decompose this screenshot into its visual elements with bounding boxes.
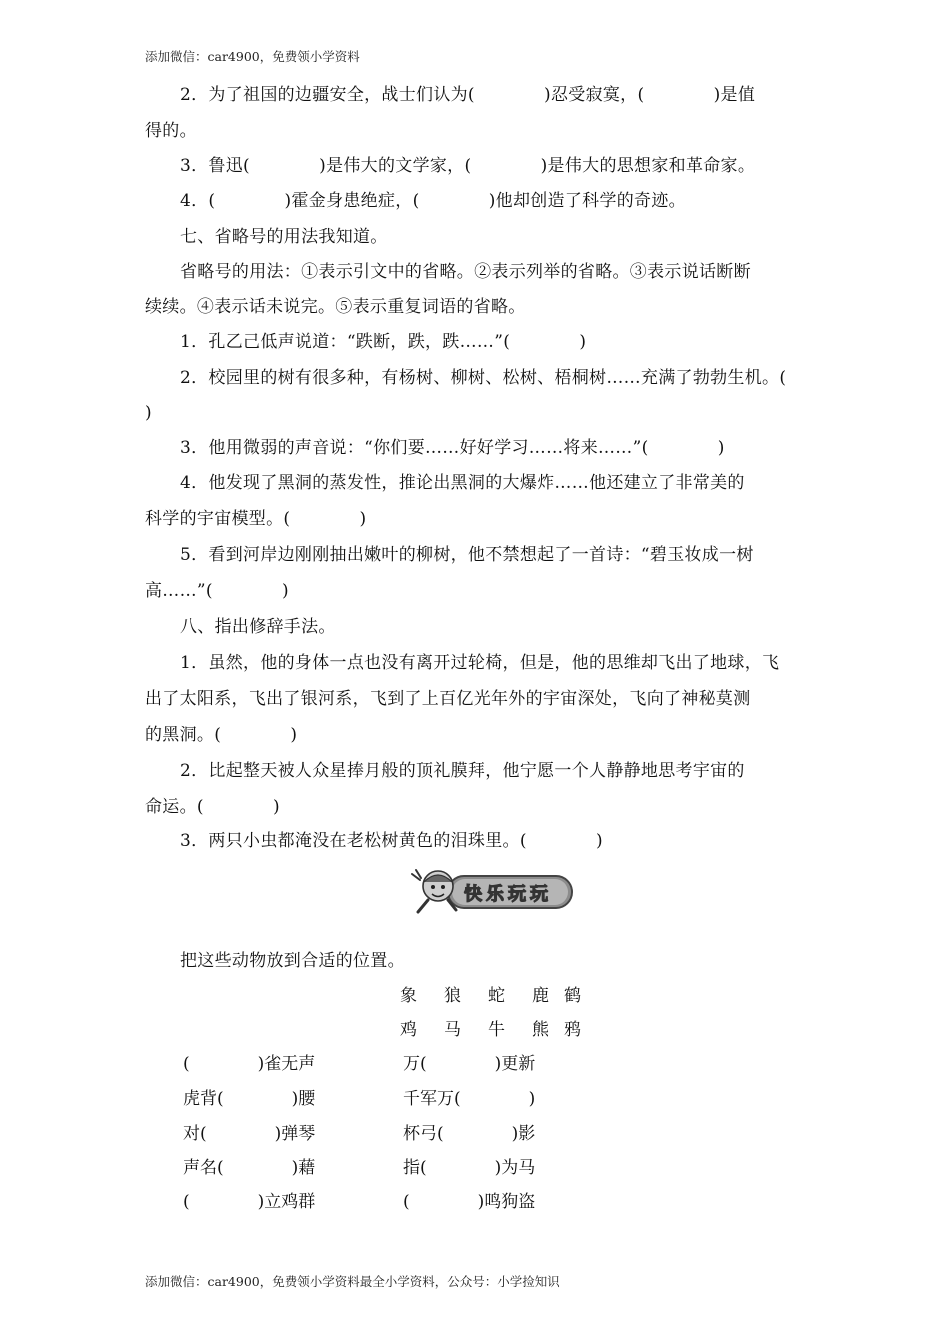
text-line: 1．孔乙己低声说道：“跌断，跌，跌……”( ) (180, 332, 587, 352)
text-line: 3．鲁迅( )是伟大的文学家，( )是伟大的思想家和革命家。 (180, 156, 756, 176)
idiom-blank: 虎背( )腰 (183, 1089, 316, 1109)
text-line: 省略号的用法：①表示引文中的省略。②表示列举的省略。③表示说话断断 (180, 262, 751, 282)
animal-word: 牛 (488, 1020, 505, 1040)
idiom-blank: ( )立鸡群 (183, 1192, 316, 1212)
text-line: 续续。④表示话未说完。⑤表示重复词语的省略。 (145, 297, 526, 317)
animal-word: 鸦 (564, 1020, 581, 1040)
page-footer: 添加微信：car4900，免费领小学资料最全小学资料，公众号：小学捡知识 (145, 1274, 560, 1289)
idiom-blank: ( )雀无声 (183, 1054, 316, 1074)
section-heading: 七、省略号的用法我知道。 (180, 227, 388, 247)
animal-word: 马 (444, 1020, 461, 1040)
idiom-blank: 千军万( ) (403, 1089, 536, 1109)
animals-row (400, 985, 608, 1007)
text-line: 高……”( ) (145, 581, 289, 601)
animal-word: 象 (400, 986, 417, 1006)
idiom-blank: 指( )为马 (403, 1158, 536, 1178)
text-line: 4．他发现了黑洞的蒸发性，推论出黑洞的大爆炸……他还建立了非常美的 (180, 473, 745, 493)
animal-word: 狼 (444, 986, 461, 1006)
idiom-blank: 对( )弹琴 (183, 1124, 316, 1144)
fun-section-badge (408, 866, 576, 916)
idiom-blank: 万( )更新 (403, 1054, 536, 1074)
animal-word: 鸡 (400, 1020, 417, 1040)
animal-word: 熊 (532, 1020, 549, 1040)
text-line: 命运。( ) (145, 797, 280, 817)
text-line: 得的。 (145, 121, 197, 141)
instruction-text: 把这些动物放到合适的位置。 (180, 951, 405, 971)
text-line: 2．为了祖国的边疆安全，战士们认为( )忍受寂寞，( )是值 (180, 85, 756, 105)
animals-row (400, 1019, 608, 1041)
text-line: 5．看到河岸边刚刚抽出嫩叶的柳树，他不禁想起了一首诗：“碧玉妆成一树 (180, 545, 754, 565)
text-line: 2．比起整天被人众星捧月般的顶礼膜拜，他宁愿一个人静静地思考宇宙的 (180, 761, 745, 781)
text-line: 的黑洞。( ) (145, 725, 298, 745)
page-header: 添加微信：car4900，免费领小学资料 (145, 49, 360, 64)
text-line: 4．( )霍金身患绝症，( )他却创造了科学的奇迹。 (180, 191, 686, 211)
idiom-blank: 杯弓( )影 (403, 1124, 536, 1144)
idiom-blank: 声名( )藉 (183, 1158, 316, 1178)
text-line: 3．他用微弱的声音说：“你们要……好好学习……将来……”( ) (180, 438, 725, 458)
idiom-blank: ( )鸣狗盗 (403, 1192, 536, 1212)
text-line: 3．两只小虫都淹没在老松树黄色的泪珠里。( ) (180, 831, 603, 851)
animal-word: 蛇 (488, 986, 505, 1006)
text-line: 出了太阳系，飞出了银河系，飞到了上百亿光年外的宇宙深处，飞向了神秘莫测 (145, 689, 751, 709)
text-line: 2．校园里的树有很多种，有杨树、柳树、松树、梧桐树……充满了勃勃生机。( (180, 368, 787, 388)
badge-title: 快乐玩玩 (464, 884, 552, 905)
text-line: 1．虽然，他的身体一点也没有离开过轮椅，但是，他的思维却飞出了地球，飞 (180, 653, 780, 673)
animal-word: 鹿 (532, 986, 549, 1006)
text-line: ) (145, 403, 152, 423)
animal-word: 鹤 (564, 986, 581, 1006)
section-heading: 八、指出修辞手法。 (180, 617, 336, 637)
text-line: 科学的宇宙模型。( ) (145, 509, 367, 529)
